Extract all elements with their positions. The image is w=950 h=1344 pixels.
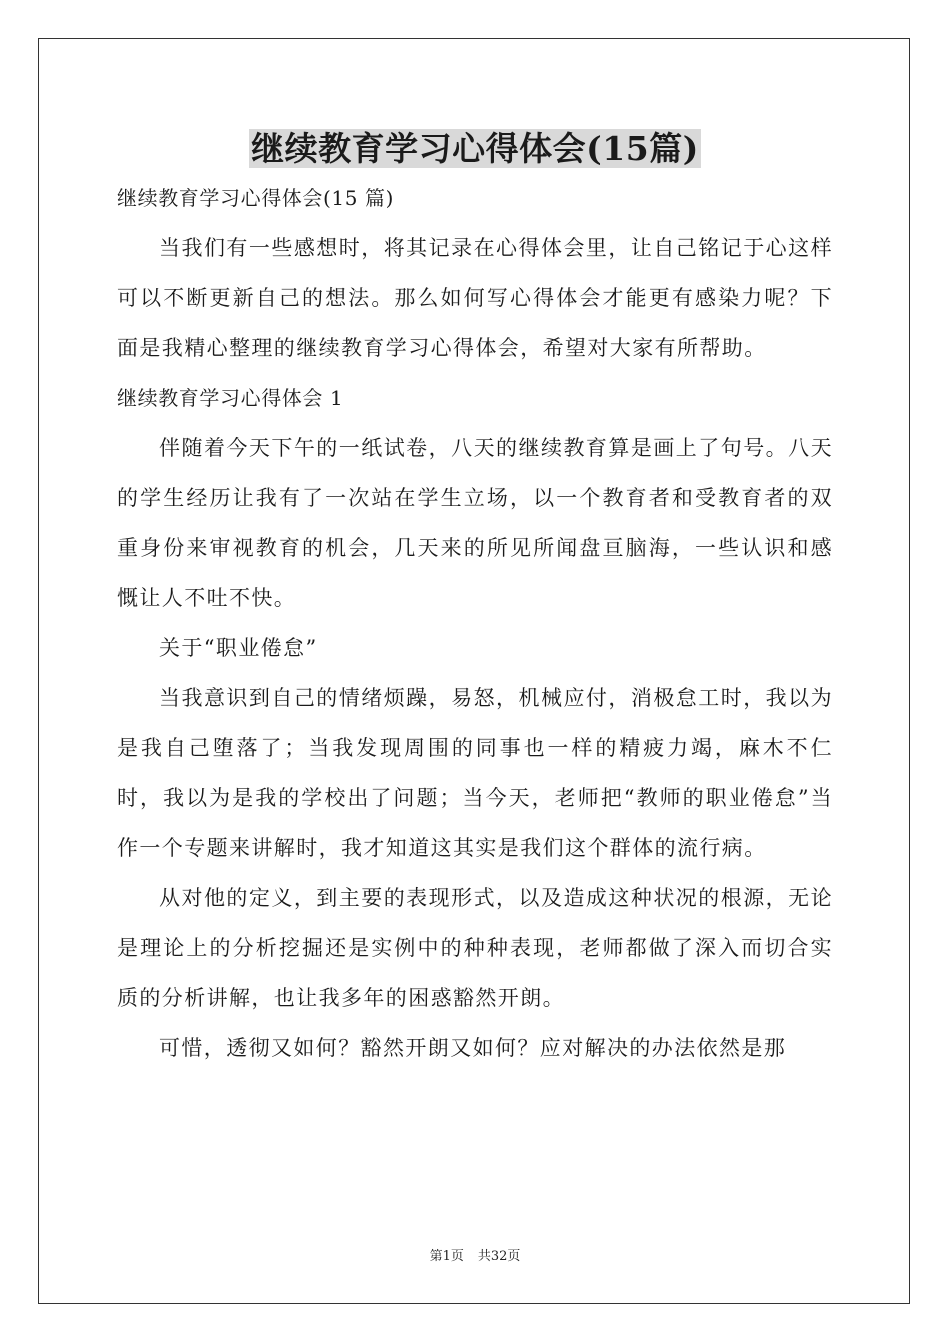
body-paragraph: 伴随着今天下午的一纸试卷，八天的继续教育算是画上了句号。八天的学生经历让我有了一次站在学生立场，以一个教育者和受教育者的双重身份来审视教育的机会，几天来的所见所闻盘亘脑海，一些认识和感慨让人不吐不快。	[117, 436, 833, 610]
intro-paragraph: 当我们有一些感想时，将其记录在心得体会里，让自己铭记于心这样可以不断更新自己的想法。那么如何写心得体会才能更有感染力呢？下面是我精心整理的继续教育学习心得体会，希望对大家有所帮助。	[117, 236, 833, 360]
document-title-text: 继续教育学习心得体会(15篇)	[251, 129, 699, 168]
section-heading: 继续教育学习心得体会 1	[117, 386, 344, 410]
body-paragraph: 从对他的定义，到主要的表现形式，以及造成这种状况的根源，无论是理论上的分析挖掘还是实例中的种种表现，老师都做了深入而切合实质的分析讲解，也让我多年的困惑豁然开朗。	[117, 886, 833, 1010]
body-paragraph: 可惜，透彻又如何？豁然开朗又如何？应对解决的办法依然是那	[159, 1036, 787, 1060]
document-title	[0, 124, 950, 174]
body-paragraph: 当我意识到自己的情绪烦躁，易怒，机械应付，消极怠工时，我以为是我自己堕落了；当我发现周围的同事也一样的精疲力竭，麻木不仁时，我以为是我的学校出了问题；当今天，老师把“教师的职业倦怠”当作一个专题来讲解时，我才知道这其实是我们这个群体的流行病。	[117, 686, 833, 860]
page-number: 第1页	[429, 1249, 464, 1264]
page-footer	[0, 1245, 950, 1264]
document-subtitle: 继续教育学习心得体会(15 篇)	[117, 186, 395, 210]
document-body	[117, 173, 833, 1073]
page-total: 共32页	[477, 1249, 521, 1264]
body-subheading: 关于“职业倦怠”	[159, 636, 318, 660]
